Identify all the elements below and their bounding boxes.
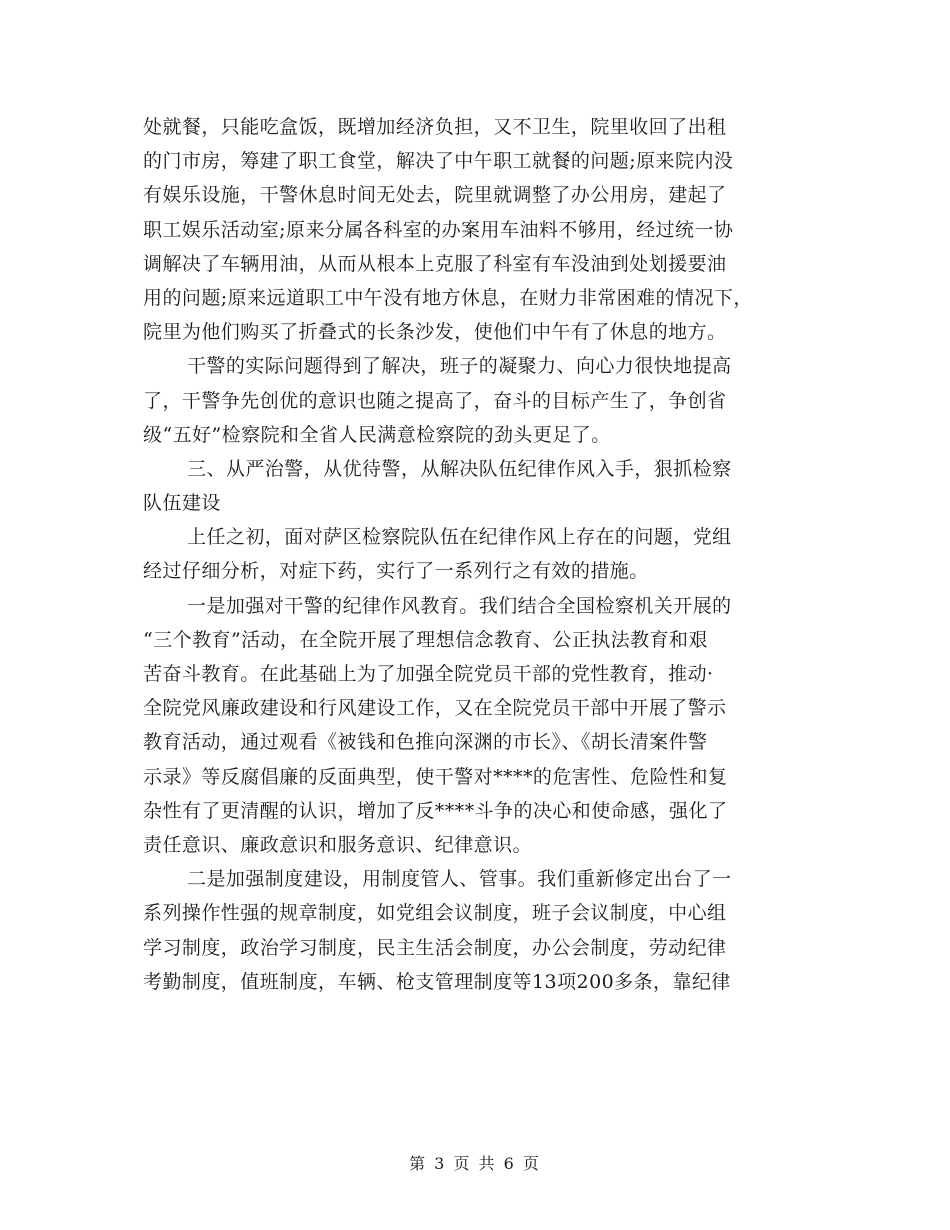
text-line: 责任意识、廉政意识和服务意识、纪律意识。 [143, 833, 533, 856]
text-line: 用的问题;原来远道职工中午没有地方休息，在财力非常困难的情况下， [143, 286, 753, 309]
text-line: 系列操作性强的规章制度，如党组会议制度，班子会议制度，中心组 [143, 902, 727, 925]
text-line: “三个教育”活动，在全院开展了理想信念教育、公正执法教育和艰 [143, 628, 708, 651]
text-line: 考勤制度，值班制度，车辆、枪支管理制度等13项200多条，靠纪律 [143, 970, 731, 993]
text-line: 队伍建设 [143, 492, 221, 515]
page-number-footer: 第 3 页 共 6 页 [409, 1154, 541, 1173]
text-line: 学习制度，政治学习制度，民主生活会制度，办公会制度，劳动纪律 [143, 936, 727, 959]
text-line: 级“五好”检察院和全省人民满意检察院的劲头更足了。 [143, 423, 611, 446]
document-body [143, 110, 823, 999]
text-line: 二是加强制度建设，用制度管人、管事。我们重新修定出台了一 [187, 868, 732, 891]
text-line: 一是加强对干警的纪律作风教育。我们结合全国检察机关开展的 [187, 594, 732, 617]
text-line: 院里为他们购买了折叠式的长条沙发，使他们中午有了休息的地方。 [143, 321, 727, 344]
text-line: 上任之初，面对萨区检察院队伍在纪律作风上存在的问题，党组 [187, 526, 732, 549]
text-line: 处就餐，只能吃盒饭，既增加经济负担，又不卫生，院里收回了出租 [143, 116, 727, 138]
text-line: 全院党风廉政建设和行风建设工作，又在全院党员干部中开展了警示 [143, 697, 727, 720]
text-line: 三、从严治警，从优待警，从解决队伍纪律作风入手，狠抓检察 [187, 457, 732, 480]
text-line: 经过仔细分析，对症下药，实行了一系列行之有效的措施。 [143, 560, 649, 583]
text-line: 杂性有了更清醒的认识，增加了反****斗争的决心和使命感，强化了 [143, 799, 728, 822]
text-line: 职工娱乐活动室;原来分属各科室的办案用车油料不够用，经过统一协 [143, 218, 734, 241]
text-line: 苦奋斗教育。在此基础上为了加强全院党员干部的党性教育，推动· [143, 663, 714, 685]
text-line: 的门市房，筹建了职工食堂，解决了中午职工就餐的问题;原来院内没 [143, 150, 734, 173]
text-line: 示录》等反腐倡廉的反面典型，使干警对****的危害性、危险性和复 [143, 765, 728, 788]
text-line: 了，干警争先创优的意识也随之提高了，奋斗的目标产生了，争创省 [143, 389, 727, 412]
text-line: 调解决了车辆用油，从而从根本上克服了科室有车没油到处划援要油 [143, 252, 727, 275]
text-line: 有娱乐设施，干警休息时间无处去，院里就调整了办公用房，建起了 [143, 184, 727, 207]
text-line: 干警的实际问题得到了解决，班子的凝聚力、向心力很快地提高 [187, 355, 732, 378]
text-line: 教育活动，通过观看《被钱和色推向深渊的市长》、《胡长清案件警 [143, 731, 708, 754]
